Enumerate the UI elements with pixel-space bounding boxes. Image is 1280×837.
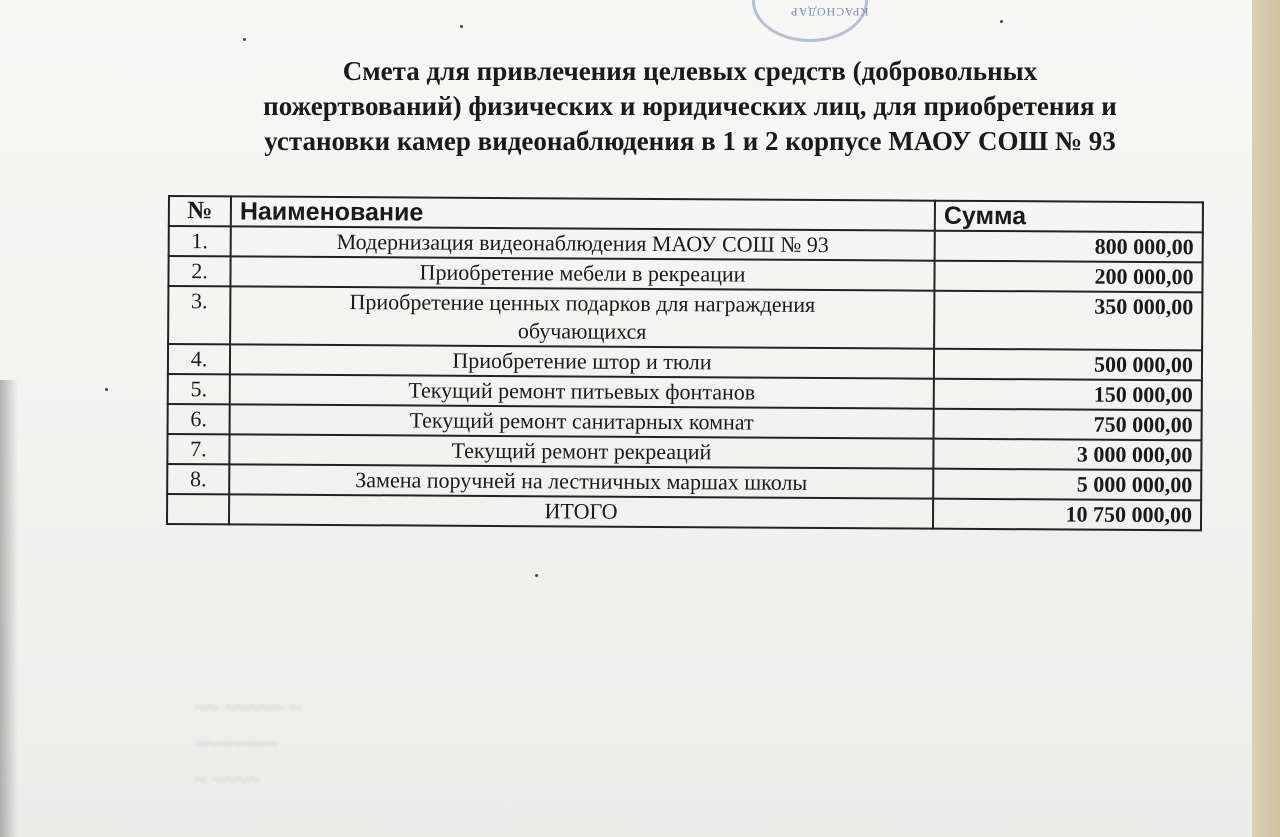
faded-bleedthrough-text: ~~ ~~~~~ ~ ~~~~~~~ ~ ~~~~ — [195, 695, 302, 792]
row-num: 4. — [168, 344, 230, 374]
stamp-seal-text: КРАСНОДАР — [790, 5, 869, 19]
row-sum: 800 000,00 — [935, 231, 1203, 263]
row-sum: 350 000,00 — [934, 291, 1202, 351]
row-name: Приобретение ценных подарков для награждения обучающихся — [230, 286, 934, 348]
total-sum: 10 750 000,00 — [933, 499, 1201, 531]
row-name: Текущий ремонт питьевых фонтанов — [230, 374, 934, 408]
row-sum: 3 000 000,00 — [933, 439, 1201, 471]
row-num: 2. — [168, 256, 230, 286]
speck — [535, 574, 538, 577]
speck — [243, 38, 246, 41]
row-num: 6. — [168, 404, 230, 434]
row-name: Текущий ремонт рекреаций — [229, 434, 933, 468]
row-sum: 5 000 000,00 — [933, 469, 1201, 501]
title-line-1: Смета для привлечения целевых средств (добровольных — [342, 56, 1038, 86]
estimate-table — [166, 195, 1204, 531]
row-name: Замена поручней на лестничных маршах школы — [229, 464, 933, 498]
title-line-2: пожертвований) физических и юридических лиц, для приобретения и — [263, 91, 1117, 121]
header-num: № — [169, 196, 231, 226]
document-title — [190, 54, 1190, 159]
row-name: Приобретение мебели в рекреации — [230, 256, 934, 290]
speck — [460, 25, 463, 28]
total-label: ИТОГО — [229, 494, 933, 528]
row-sum: 200 000,00 — [934, 261, 1202, 293]
header-name: Наименование — [231, 196, 935, 230]
row-num: 5. — [168, 374, 230, 404]
row-name: Текущий ремонт санитарных комнат — [230, 404, 934, 438]
row-sum: 150 000,00 — [934, 379, 1202, 411]
row-name: Приобретение штор и тюли — [230, 344, 934, 378]
total-num-empty — [167, 494, 229, 524]
table-row — [168, 286, 1202, 350]
row-num: 8. — [167, 464, 229, 494]
row-sum: 500 000,00 — [934, 349, 1202, 381]
row-name: Модернизация видеонаблюдения МАОУ СОШ № 93 — [231, 226, 935, 260]
row-num: 7. — [167, 434, 229, 464]
total-row — [167, 494, 1201, 530]
speck — [1000, 20, 1003, 23]
speck — [105, 388, 108, 391]
row-num: 3. — [168, 286, 230, 344]
left-shadow — [0, 380, 18, 837]
page-edge — [1252, 0, 1280, 837]
row-sum: 750 000,00 — [934, 409, 1202, 441]
row-num: 1. — [169, 226, 231, 256]
header-sum: Сумма — [935, 201, 1203, 233]
title-line-3: установки камер видеонаблюдения в 1 и 2 корпусе МАОУ СОШ № 93 — [264, 126, 1116, 156]
